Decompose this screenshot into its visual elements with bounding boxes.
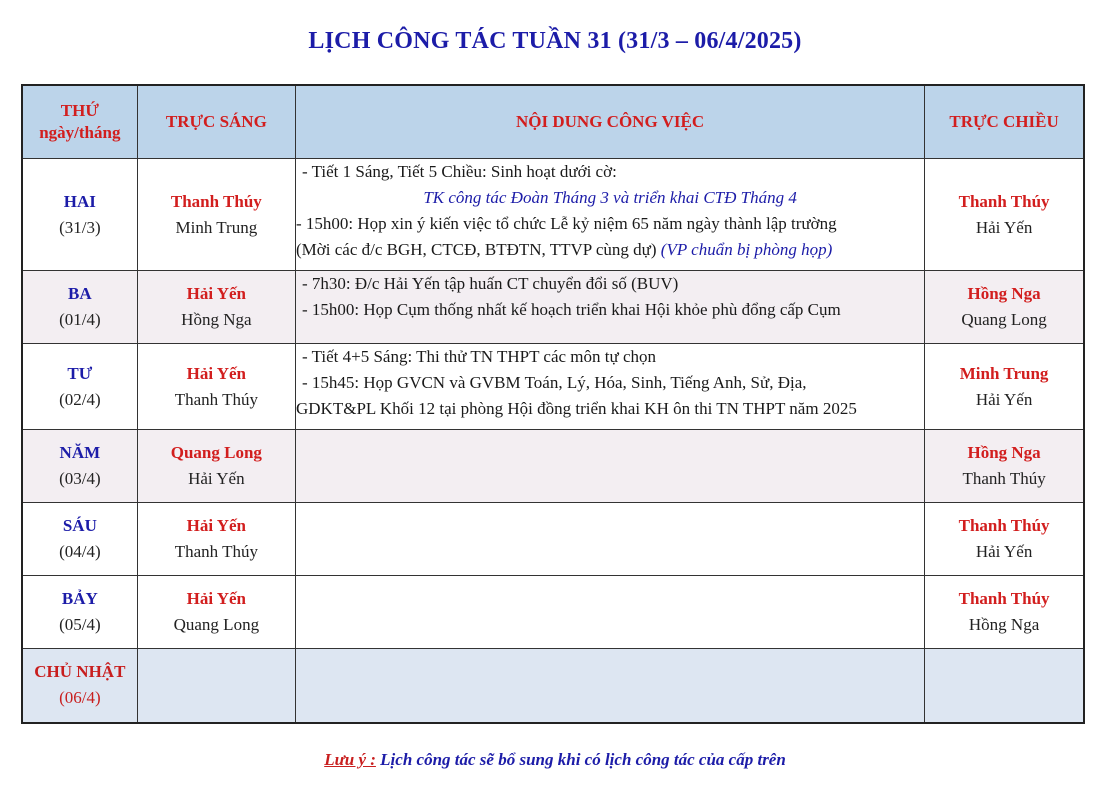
day-name: HAI (63, 191, 96, 211)
task-line: - Tiết 1 Sáng, Tiết 5 Chiều: Sinh hoạt dưới cờ: (302, 162, 617, 181)
task-line-text: (Mời các đ/c BGH, CTCĐ, BTĐTN, TTVP cùng dự) (296, 240, 657, 259)
afternoon-duty-lead: Hồng Nga (967, 284, 1041, 303)
header-row (22, 85, 1084, 159)
header-day (22, 85, 137, 159)
footer-label: Lưu ý : (324, 750, 376, 769)
header-day-line2: ngày/tháng (39, 123, 121, 142)
table-row-wednesday (22, 344, 1084, 430)
day-date: (06/4) (59, 688, 101, 708)
task-note: (VP chuẩn bị phòng họp) (660, 240, 833, 259)
table-row-tuesday (22, 271, 1084, 344)
morning-duty-cell-empty (137, 649, 295, 723)
morning-duty-lead: Hải Yến (186, 516, 247, 535)
task-cell-empty (296, 430, 925, 503)
day-cell (22, 271, 137, 344)
morning-duty-lead: Hải Yến (186, 363, 247, 383)
afternoon-duty-sub: Hải Yến (975, 217, 1033, 237)
morning-duty-cell (137, 159, 295, 271)
morning-duty-lead: Hải Yến (186, 284, 247, 303)
morning-duty-cell (137, 271, 295, 344)
morning-duty-sub: Thanh Thúy (174, 389, 258, 409)
morning-duty-sub: Quang Long (173, 615, 260, 634)
day-date: (01/4) (59, 310, 101, 329)
table-row-thursday (22, 430, 1084, 503)
table-row-monday (22, 159, 1084, 271)
afternoon-duty-sub: Hải Yến (975, 389, 1033, 409)
header-day-line1: THỨ (60, 101, 99, 120)
day-cell (22, 430, 137, 503)
task-cell (296, 271, 925, 344)
morning-duty-cell (137, 430, 295, 503)
afternoon-duty-lead: Thanh Thúy (958, 589, 1050, 608)
day-cell (22, 649, 137, 723)
afternoon-duty-lead: Thanh Thúy (958, 191, 1050, 211)
day-date: (05/4) (59, 615, 101, 634)
morning-duty-sub: Minh Trung (175, 217, 258, 237)
task-cell-empty (296, 503, 925, 576)
morning-duty-cell (137, 503, 295, 576)
afternoon-duty-sub: Hải Yến (975, 542, 1033, 561)
afternoon-duty-lead: Hồng Nga (967, 443, 1041, 462)
morning-duty-lead: Quang Long (170, 443, 262, 462)
morning-duty-sub: Hồng Nga (181, 310, 252, 329)
day-date: (04/4) (59, 542, 101, 561)
afternoon-duty-cell (925, 271, 1084, 344)
afternoon-duty-cell-empty (925, 649, 1084, 723)
morning-duty-lead: Thanh Thúy (170, 191, 262, 211)
schedule-table (21, 84, 1085, 724)
afternoon-duty-sub: Thanh Thúy (962, 469, 1046, 488)
table-row-saturday (22, 576, 1084, 649)
morning-duty-lead: Hải Yến (186, 589, 247, 608)
table-row-friday (22, 503, 1084, 576)
task-line-italic: TK công tác Đoàn Tháng 3 và triển khai CTĐ Tháng 4 (423, 188, 797, 207)
task-cell-empty (296, 576, 925, 649)
morning-duty-cell (137, 576, 295, 649)
task-cell (296, 344, 925, 430)
task-line: - 7h30: Đ/c Hải Yến tập huấn CT chuyển đổi số (BUV) (302, 274, 679, 293)
day-date: (31/3) (59, 217, 101, 237)
page-title: LỊCH CÔNG TÁC TUẦN 31 (31/3 – 06/4/2025) (308, 28, 802, 54)
day-name: SÁU (62, 516, 97, 535)
footer-text: Lịch công tác sẽ bổ sung khi có lịch công tác của cấp trên (380, 750, 786, 769)
afternoon-duty-cell (925, 576, 1084, 649)
task-line: GDKT&PL Khối 12 tại phòng Hội đồng triển khai KH ôn thi TN THPT năm 2025 (296, 399, 857, 418)
day-name: TƯ (67, 363, 93, 383)
footer-note (0, 750, 1110, 770)
afternoon-duty-lead: Minh Trung (959, 363, 1049, 383)
day-date: (03/4) (59, 469, 101, 488)
day-cell (22, 159, 137, 271)
afternoon-duty-cell (925, 430, 1084, 503)
day-name: CHỦ NHẬT (34, 662, 126, 682)
morning-duty-cell (137, 344, 295, 430)
afternoon-duty-cell (925, 503, 1084, 576)
task-line: - 15h00: Họp xin ý kiến việc tổ chức Lễ kỷ niệm 65 năm ngày thành lập trường (296, 214, 837, 233)
afternoon-duty-cell (925, 344, 1084, 430)
day-name: NĂM (59, 443, 101, 462)
afternoon-duty-cell (925, 159, 1084, 271)
task-line (296, 237, 924, 263)
day-cell (22, 576, 137, 649)
afternoon-duty-lead: Thanh Thúy (958, 516, 1050, 535)
task-line: - 15h45: Họp GVCN và GVBM Toán, Lý, Hóa, Sinh, Tiếng Anh, Sử, Địa, (302, 373, 807, 392)
afternoon-duty-sub: Hồng Nga (968, 615, 1040, 634)
afternoon-duty-sub: Quang Long (961, 310, 1047, 329)
task-line: - Tiết 4+5 Sáng: Thi thử TN THPT các môn tự chọn (302, 347, 657, 366)
day-cell (22, 344, 137, 430)
day-date: (02/4) (59, 389, 101, 409)
task-line: - 15h00: Họp Cụm thống nhất kế hoạch triển khai Hội khỏe phù đổng cấp Cụm (302, 300, 841, 319)
header-morning: TRỰC SÁNG (137, 85, 295, 159)
day-name: BA (68, 284, 92, 303)
task-cell-empty (296, 649, 925, 723)
morning-duty-sub: Hải Yến (188, 469, 245, 488)
day-name: BẢY (61, 589, 98, 608)
morning-duty-sub: Thanh Thúy (174, 542, 258, 561)
day-cell (22, 503, 137, 576)
header-afternoon: TRỰC CHIỀU (925, 85, 1084, 159)
header-tasks: NỘI DUNG CÔNG VIỆC (296, 85, 925, 159)
task-cell (296, 159, 925, 271)
table-row-sunday (22, 649, 1084, 723)
